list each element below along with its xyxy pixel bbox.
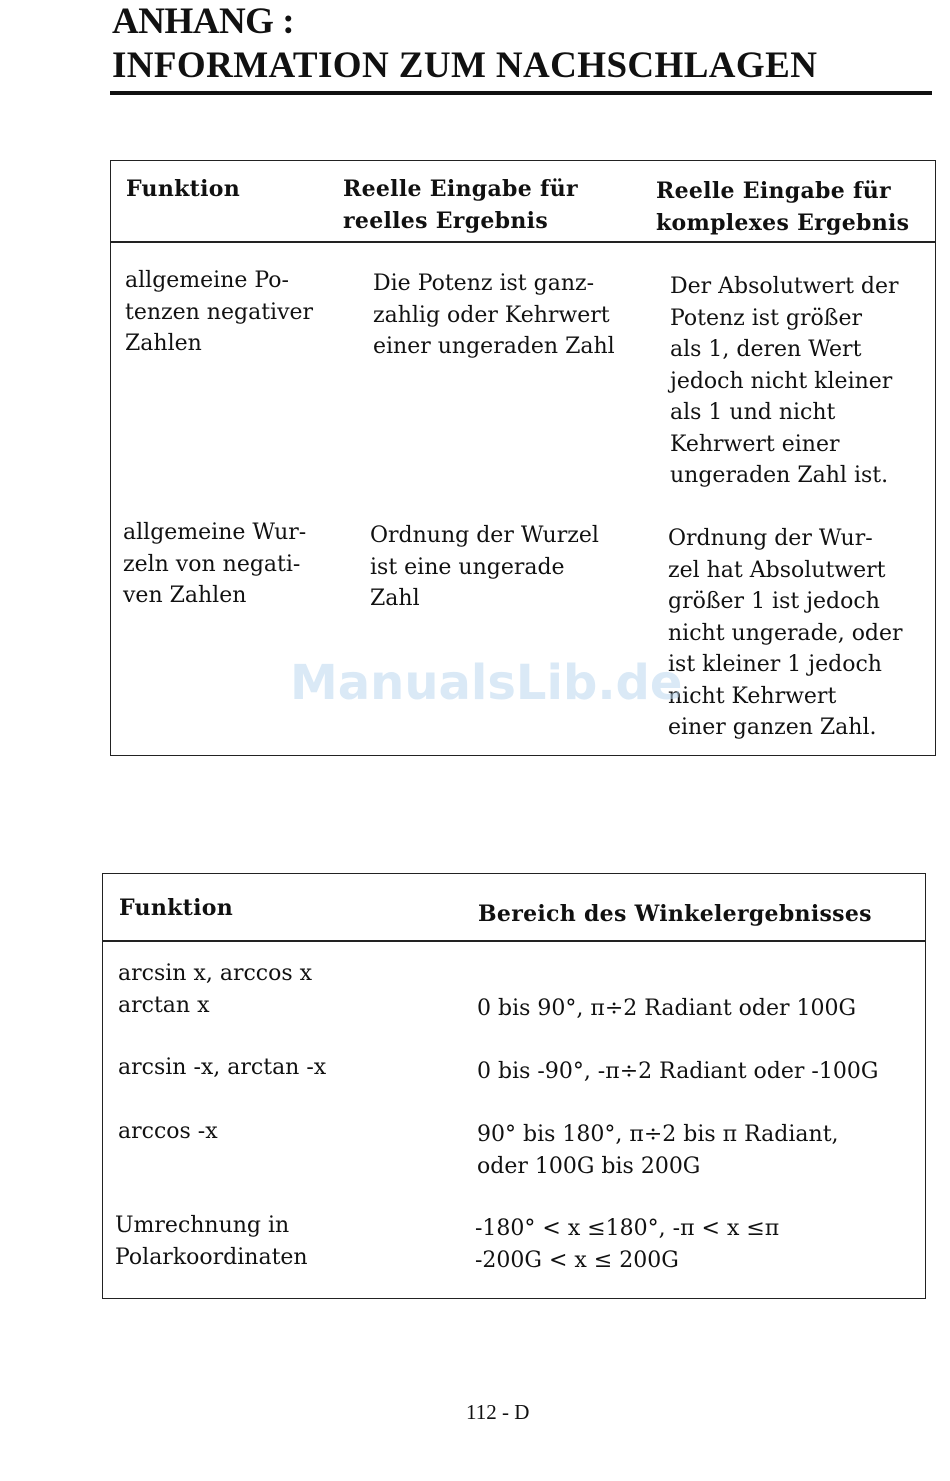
table2-row4-range: -180° < x ≤180°, -π < x ≤π -200G < x ≤ 200G [475,1216,780,1273]
table1-row1-real: Die Potenz ist ganz- zahlig oder Kehrwert einer ungeraden Zahl [373,271,615,359]
table1-row1-complex: Der Absolutwert der Potenz ist größer als 1, deren Wert jedoch nicht kleiner als 1 und nicht Kehrwert einer ungeraden Zahl ist. [670,274,899,488]
table1-row2-real: Ordnung der Wurzel ist eine ungerade Zahl [370,523,599,611]
table1-row1-function: allgemeine Po- tenzen negativer Zahlen [125,268,314,356]
page-heading [112,0,932,88]
table2-row2-function: arcsin -x, arctan -x [118,1055,327,1080]
table1-row2-complex: Ordnung der Wur- zel hat Absolutwert größer 1 ist jedoch nicht ungerade, oder ist kleiner 1 jedoch nicht Kehrwert einer ganzen Zahl. [668,526,903,740]
table2-row2-range: 0 bis -90°, -π÷2 Radiant oder -100G [477,1059,879,1084]
angle-range-table [102,873,926,1299]
heading-line-2: INFORMATION ZUM NACHSCHLAGEN [112,45,818,86]
table2-row4-function: Umrechnung in Polarkoordinaten [115,1213,308,1270]
table2-row3-range: 90° bis 180°, π÷2 bis π Radiant, oder 100G bis 200G [477,1122,839,1179]
table1-row2-function: allgemeine Wur- zeln von negati- ven Zahlen [123,520,307,608]
watermark: ManualsLib.de [290,655,683,711]
table2-header-function: Funktion [119,895,234,921]
table2-header-range: Bereich des Winkelergebnisses [478,901,872,927]
table2-header-rule [103,940,925,942]
heading-line-1: ANHANG : [112,1,295,42]
page-number: 112 - D [466,1400,530,1424]
table2-row1-function: arcsin x, arccos x arctan x [118,961,313,1018]
table1-header-function: Funktion [126,176,241,202]
table2-row3-function: arccos -x [118,1119,218,1144]
table1-header-rule [111,241,935,243]
table1-header-complex: Reelle Eingabe für komplexes Ergebnis [656,178,910,236]
heading-underline [110,91,932,95]
table2-row1-range: 0 bis 90°, π÷2 Radiant oder 100G [477,996,857,1021]
table1-header-real: Reelle Eingabe für reelles Ergebnis [343,176,578,234]
